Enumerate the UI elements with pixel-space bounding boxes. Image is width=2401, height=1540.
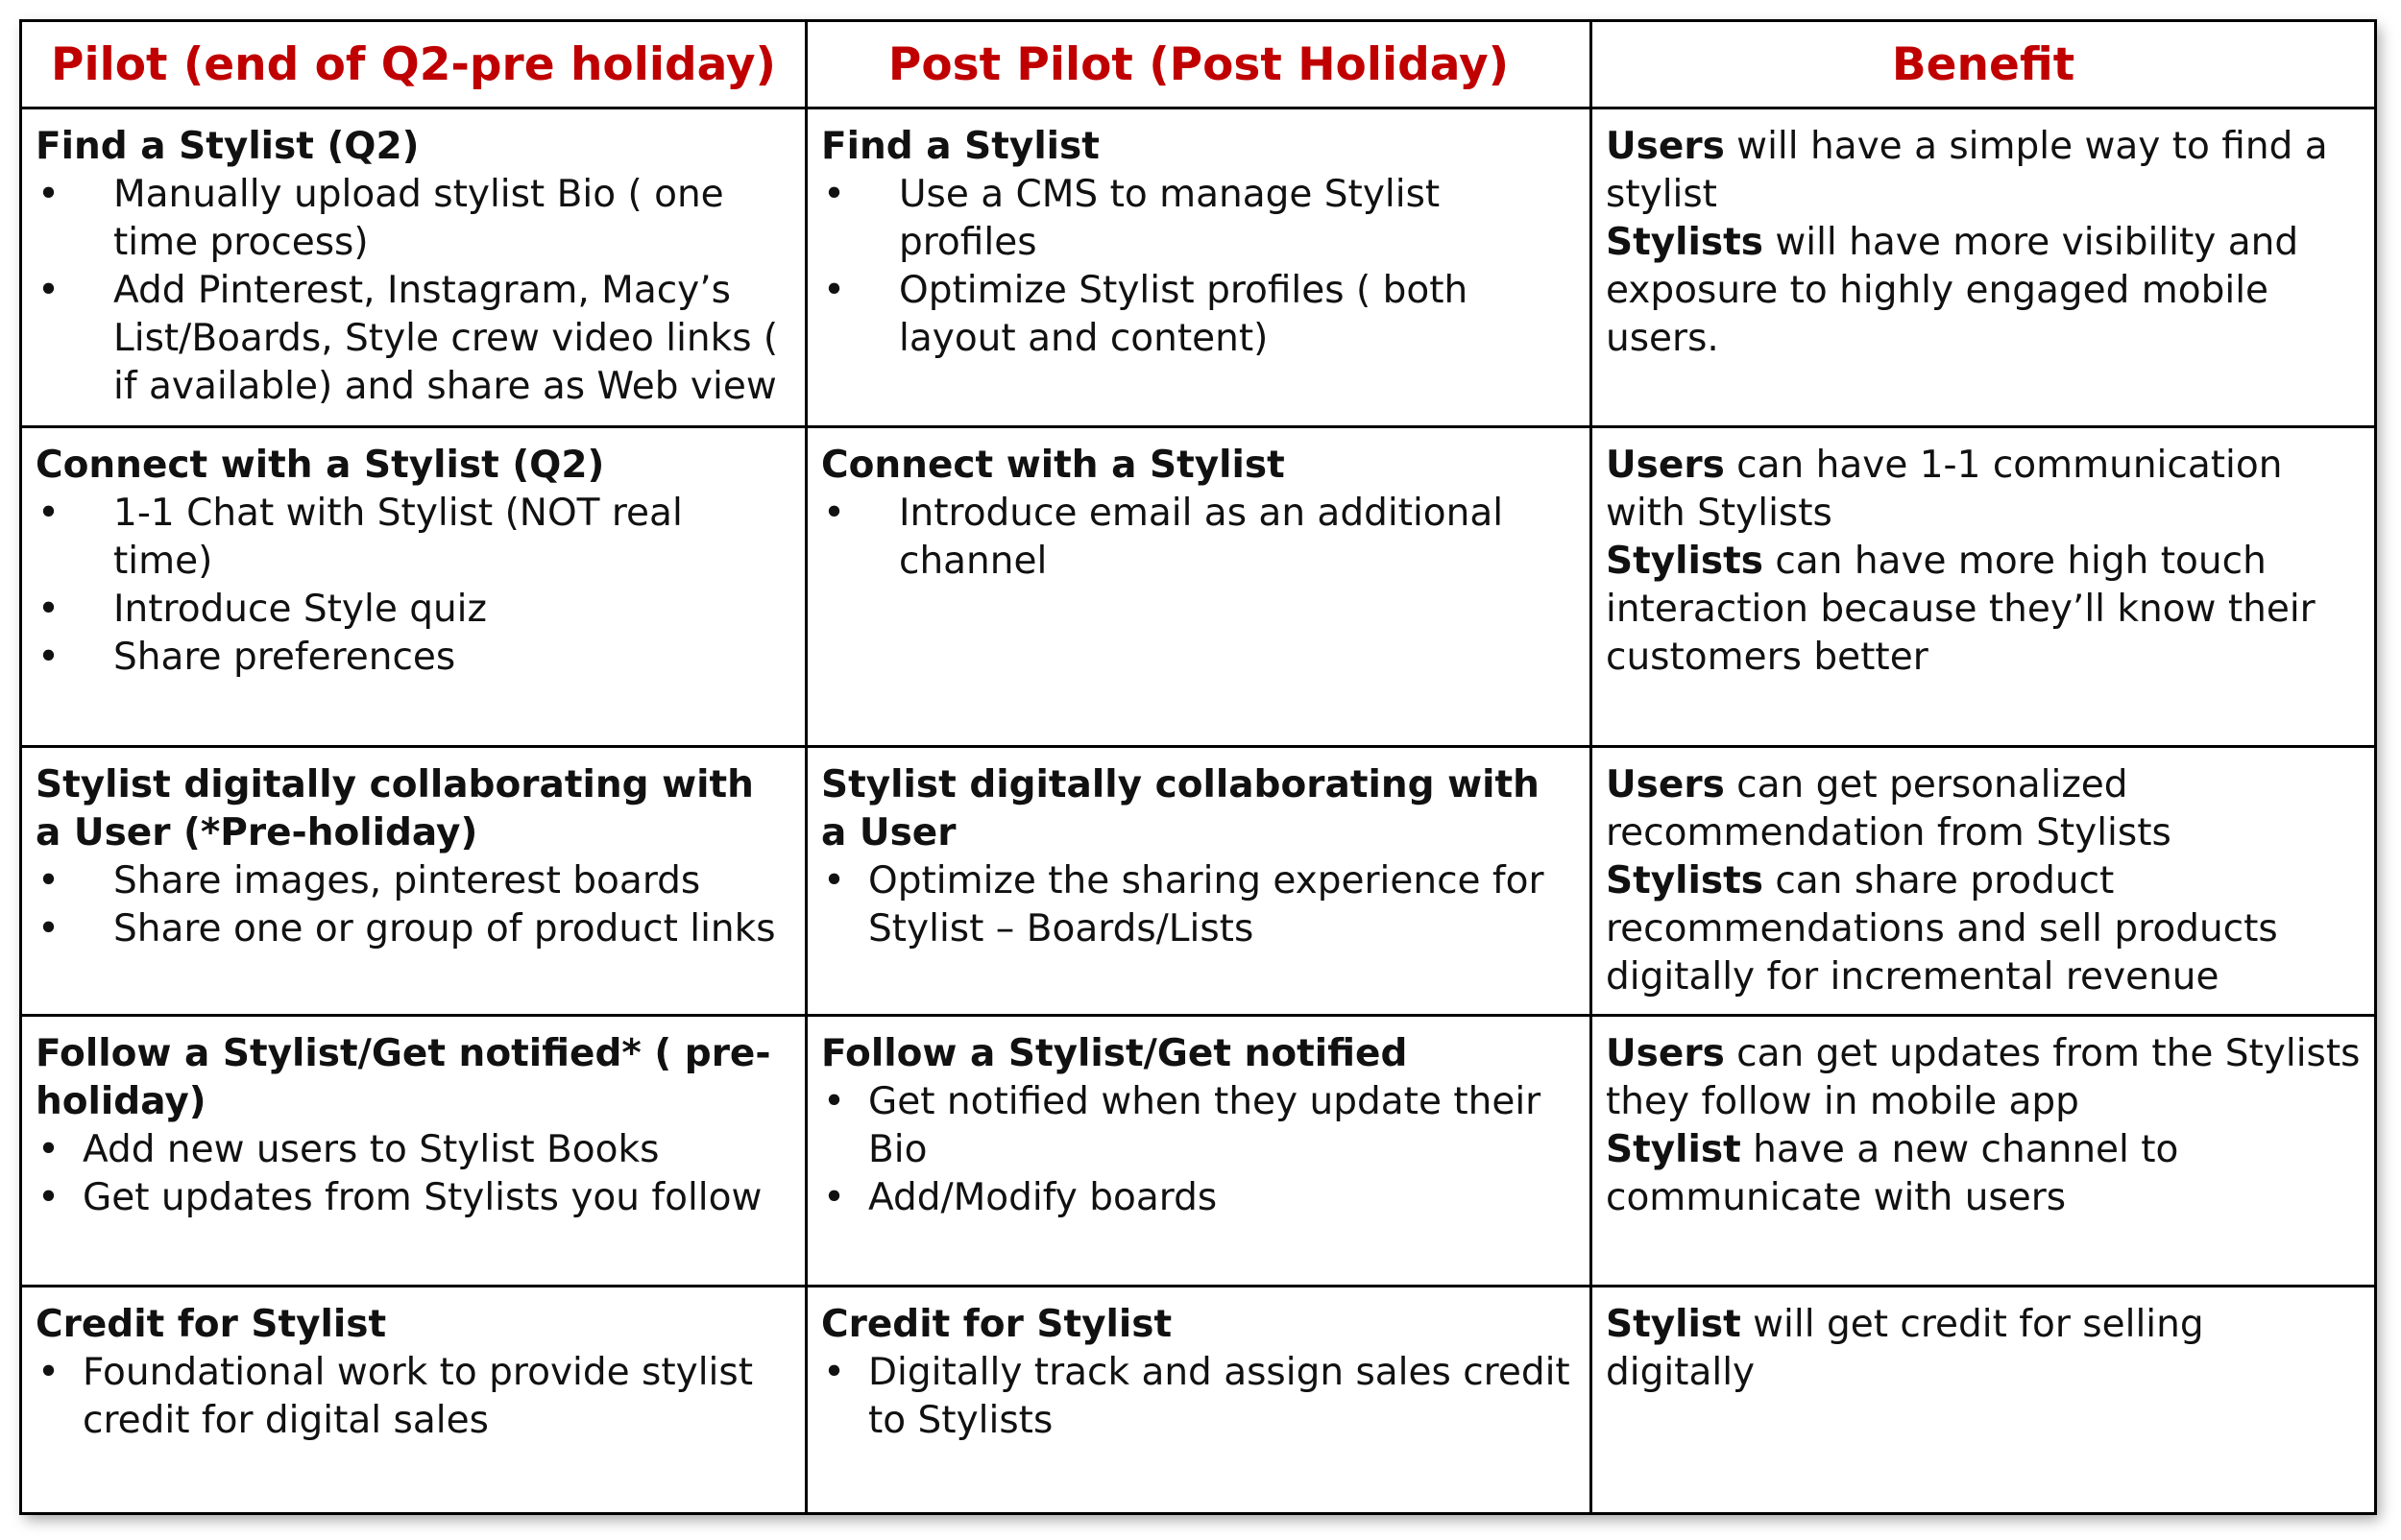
pilot-title: Stylist digitally collaborating with a User (*Pre-holiday): [36, 763, 754, 854]
post-pilot-bullets: [821, 1349, 1576, 1445]
list-item: • Introduce Style quiz: [36, 586, 791, 634]
post-pilot-title: Follow a Stylist/Get notified: [821, 1032, 1408, 1075]
benefit-line: Stylists can share product recommendations and sell products digitally for incremental revenue: [1606, 859, 2278, 999]
post-pilot-bullets: [821, 857, 1576, 953]
pilot-cell: [21, 1016, 807, 1287]
bullet-icon: •: [823, 1351, 846, 1394]
benefit-line: Users will have a simple way to find a stylist: [1606, 125, 2328, 216]
bullet-icon: •: [823, 1176, 846, 1219]
list-item: • Get updates from Stylists you follow: [36, 1174, 791, 1222]
list-item: • Manually upload stylist Bio ( one time process): [37, 173, 724, 264]
benefit-line: Stylists will have more visibility and exposure to highly engaged mobile users.: [1606, 221, 2299, 360]
bullet-icon: •: [823, 173, 846, 216]
benefit-cell: [1591, 1016, 2376, 1287]
post-pilot-cell: [807, 427, 1591, 747]
list-item: • Get notified when they update their Bio: [823, 1080, 1541, 1171]
pilot-title: Credit for Stylist: [36, 1303, 387, 1346]
bullet-icon: •: [823, 859, 846, 902]
table-row: [21, 108, 2376, 427]
bullet-icon: •: [37, 269, 61, 312]
list-item: • Digitally track and assign sales credit to Stylists: [823, 1351, 1570, 1442]
benefit-subject: Users: [1606, 763, 1725, 806]
pilot-bullets: [36, 1349, 791, 1445]
benefit-subject: Stylists: [1606, 859, 1763, 902]
pilot-bullets: [36, 857, 791, 953]
bullet-icon: •: [37, 1176, 61, 1219]
list-item: • 1-1 Chat with Stylist (NOT real time): [37, 492, 683, 583]
benefit-line: Stylist have a new channel to communicate with users: [1606, 1128, 2179, 1219]
pilot-bullets: [36, 171, 791, 411]
roadmap-table: [19, 19, 2377, 1515]
bullet-icon: •: [37, 588, 61, 631]
table-row: [21, 747, 2376, 1016]
pilot-bullets: [36, 490, 791, 682]
pilot-cell: [21, 1287, 807, 1514]
post-pilot-title: Find a Stylist: [821, 125, 1100, 168]
pilot-title: Follow a Stylist/Get notified* ( pre-holiday): [36, 1032, 771, 1123]
benefit-subject: Users: [1606, 444, 1725, 487]
bullet-icon: •: [37, 1128, 61, 1171]
benefit-subject: Stylist: [1606, 1303, 1741, 1346]
header-pilot: Pilot (end of Q2-pre holiday): [21, 21, 807, 108]
bullet-icon: •: [37, 859, 61, 902]
post-pilot-cell: [807, 747, 1591, 1016]
benefit-subject: Stylist: [1606, 1128, 1741, 1171]
post-pilot-cell: [807, 108, 1591, 427]
bullet-icon: •: [823, 492, 846, 535]
list-item: • Add new users to Stylist Books: [36, 1126, 791, 1174]
pilot-cell: [21, 427, 807, 747]
post-pilot-cell: [807, 1016, 1591, 1287]
pilot-title: Find a Stylist (Q2): [36, 125, 420, 168]
bullet-icon: •: [37, 636, 61, 679]
pilot-cell: [21, 108, 807, 427]
benefit-cell: [1591, 427, 2376, 747]
bullet-icon: •: [37, 1351, 61, 1394]
table-row: [21, 1016, 2376, 1287]
header-benefit: Benefit: [1591, 21, 2376, 108]
post-pilot-bullets: [821, 171, 1576, 363]
list-item: • Add/Modify boards: [821, 1174, 1576, 1222]
benefit-subject: Users: [1606, 1032, 1725, 1075]
list-item: • Share images, pinterest boards: [36, 857, 791, 905]
header-post-pilot: Post Pilot (Post Holiday): [807, 21, 1591, 108]
post-pilot-bullets: [821, 490, 1576, 586]
list-item: • Share one or group of product links: [36, 905, 791, 953]
list-item: • Foundational work to provide stylist credit for digital sales: [37, 1351, 753, 1442]
slide-frame: [19, 19, 2374, 1512]
post-pilot-title: Credit for Stylist: [821, 1303, 1173, 1346]
list-item: • Optimize Stylist profiles ( both layout and content): [823, 269, 1468, 360]
post-pilot-bullets: [821, 1078, 1576, 1222]
bullet-icon: •: [823, 269, 846, 312]
benefit-subject: Users: [1606, 125, 1725, 168]
benefit-line: Users can get personalized recommendation from Stylists: [1606, 763, 2171, 854]
list-item: • Add Pinterest, Instagram, Macy’s List/Boards, Style crew video links ( if available) and share as Web view: [37, 269, 779, 408]
benefit-subject: Stylists: [1606, 540, 1763, 583]
pilot-cell: [21, 747, 807, 1016]
benefit-subject: Stylists: [1606, 221, 1763, 264]
list-item: • Optimize the sharing experience for Stylist – Boards/Lists: [823, 859, 1544, 950]
bullet-icon: •: [37, 907, 61, 950]
benefit-cell: [1591, 108, 2376, 427]
post-pilot-cell: [807, 1287, 1591, 1514]
benefit-line: Users can get updates from the Stylists they follow in mobile app: [1606, 1032, 2361, 1123]
pilot-bullets: [36, 1126, 791, 1222]
post-pilot-title: Connect with a Stylist: [821, 444, 1285, 487]
bullet-icon: •: [37, 492, 61, 535]
table-row: [21, 427, 2376, 747]
pilot-title: Connect with a Stylist (Q2): [36, 444, 605, 487]
bullet-icon: •: [823, 1080, 846, 1123]
post-pilot-title: Stylist digitally collaborating with a User: [821, 763, 1540, 854]
list-item: • Share preferences: [36, 634, 791, 682]
table-row: [21, 1287, 2376, 1514]
benefit-cell: [1591, 1287, 2376, 1514]
header-row: [21, 21, 2376, 108]
benefit-line: Users can have 1-1 communication with Stylists: [1606, 444, 2283, 535]
list-item: • Introduce email as an additional channel: [823, 492, 1504, 583]
bullet-icon: •: [37, 173, 61, 216]
list-item: • Use a CMS to manage Stylist profiles: [823, 173, 1441, 264]
benefit-cell: [1591, 747, 2376, 1016]
benefit-line: Stylist will get credit for selling digitally: [1606, 1303, 2204, 1394]
benefit-line: Stylists can have more high touch interaction because they’ll know their customers better: [1606, 540, 2316, 679]
